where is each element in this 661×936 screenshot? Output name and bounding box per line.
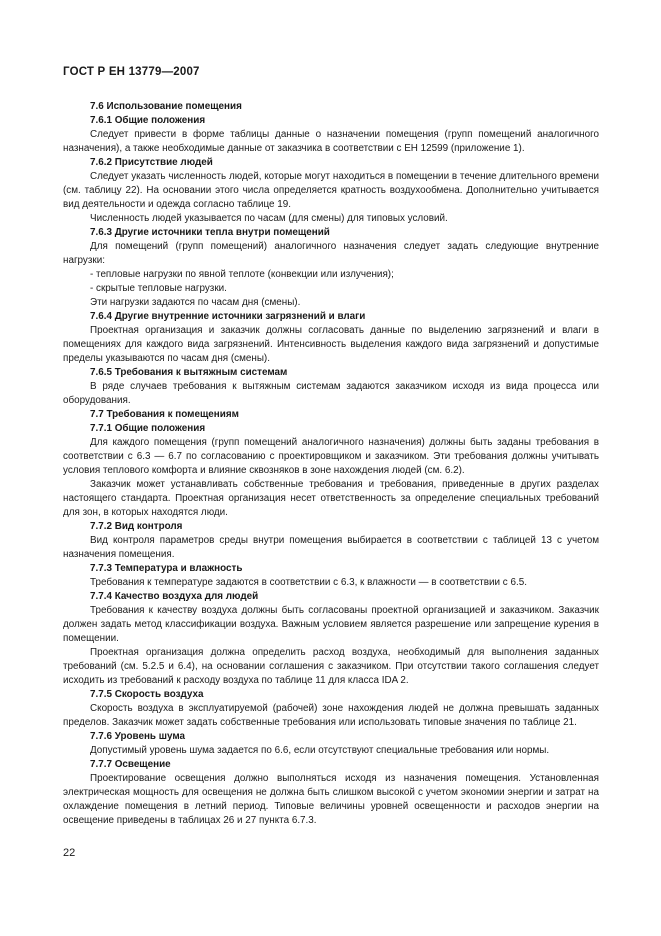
page-number: 22 — [63, 847, 76, 859]
section-heading: 7.6.3 Другие источники тепла внутри помещений — [90, 227, 330, 238]
paragraph: Следует привести в форме таблицы данные о назначении помещения (групп помещений аналогичного назначения), а также необходимые данные от заказчика в соответствии с ЕН 12599 (приложение 1). — [63, 129, 599, 154]
section-heading: 7.7.2 Вид контроля — [90, 521, 183, 532]
section-heading: 7.6.2 Присутствие людей — [90, 157, 213, 168]
section-heading: 7.7.7 Освещение — [90, 759, 171, 770]
section-heading: 7.6.5 Требования к вытяжным системам — [90, 367, 288, 378]
section-heading: 7.7.3 Температура и влажность — [90, 563, 243, 574]
paragraph: Численность людей указывается по часам (для смены) для типовых условий. — [90, 213, 448, 224]
section-heading: 7.7.1 Общие положения — [90, 423, 206, 434]
list-item: - тепловые нагрузки по явной теплоте (конвекции или излучения); — [90, 269, 394, 280]
list-item: - скрытые тепловые нагрузки. — [90, 283, 227, 294]
paragraph: Требования к температуре задаются в соответствии с 6.3, к влажности — в соответствии с 6.5. — [90, 577, 527, 588]
paragraph: В ряде случаев требования к вытяжным системам задаются заказчиком исходя из вида процесса или оборудования. — [63, 381, 599, 406]
paragraph: Требования к качеству воздуха должны быть согласованы проектной организацией и заказчиком. Заказчик должен задать метод классификации воздуха. Важным условием является разрешение или запрещение курения в помещении. — [63, 605, 599, 644]
paragraph: Проектная организация должна определить расход воздуха, необходимый для выполнения заданных требований (см. 5.2.5 и 6.4), на основании соглашения с заказчиком. При отсутствии такого соглашения следует исходить из требований к расходу воздуха по таблице 11 для класса IDA 2. — [63, 647, 599, 686]
section-heading: 7.7.6 Уровень шума — [90, 731, 186, 742]
paragraph: Эти нагрузки задаются по часам дня (смены). — [90, 297, 301, 308]
section-heading: 7.6.4 Другие внутренние источники загрязнений и влаги — [90, 311, 366, 322]
paragraph: Следует указать численность людей, которые могут находиться в помещении в течение длительного времени (см. таблицу 22). На основании этого числа определяется кратность воздухообмена. Дополнительно учитывается вид деятельности и одежда согласно таблице 19. — [63, 171, 599, 210]
paragraph: Для помещений (групп помещений) аналогичного назначения следует задать следующие внутренние нагрузки: — [63, 241, 599, 266]
document-header: ГОСТ Р ЕН 13779—2007 — [63, 66, 200, 78]
section-heading: 7.7.4 Качество воздуха для людей — [90, 591, 259, 602]
section-heading: 7.7.5 Скорость воздуха — [90, 689, 204, 700]
paragraph: Допустимый уровень шума задается по 6.6, если отсутствуют специальные требования или нормы. — [90, 745, 550, 756]
paragraph: Проектная организация и заказчик должны согласовать данные по выделению загрязнений и влаги в помещениях для каждого вида загрязнений. Интенсивность выделения каждого вида загрязнений и допустимые пределы указываются по часам дня (смены). — [63, 325, 599, 364]
document-body — [63, 100, 599, 828]
section-heading: 7.7 Требования к помещениям — [90, 409, 239, 420]
paragraph: Скорость воздуха в эксплуатируемой (рабочей) зоне нахождения людей не должна превышать заданных пределов. Заказчик может задать собственные требования или использовать типовые значения по таблице 21. — [63, 703, 599, 728]
paragraph: Вид контроля параметров среды внутри помещения выбирается в соответствии с таблицей 13 с учетом назначения помещения. — [63, 535, 599, 560]
paragraph: Для каждого помещения (групп помещений аналогичного назначения) должны быть заданы требования в соответствии с 6.3 — 6.7 по согласованию с проектировщиком и заказчиком. Эти требования должны учитывать условия теплового комфорта и влияние сквозняков в зоне нахождения людей (см. 6.2). — [63, 437, 599, 476]
section-heading: 7.6 Использование помещения — [90, 101, 242, 112]
paragraph: Проектирование освещения должно выполняться исходя из назначения помещения. Установленная электрическая мощность для освещения не должна быть слишком высокой с учетом экономии энергии и затрат на охлаждение помещения в летний период. Типовые величины уровней освещенности и расходов энергии на освещение приведены в таблицах 26 и 27 пункта 6.7.3. — [63, 773, 599, 826]
section-heading: 7.6.1 Общие положения — [90, 115, 206, 126]
paragraph: Заказчик может устанавливать собственные требования и требования, приведенные в других разделах настоящего стандарта. Проектная организация несет ответственность за определение специальных требований для зон, в которых находятся люди. — [63, 479, 599, 518]
